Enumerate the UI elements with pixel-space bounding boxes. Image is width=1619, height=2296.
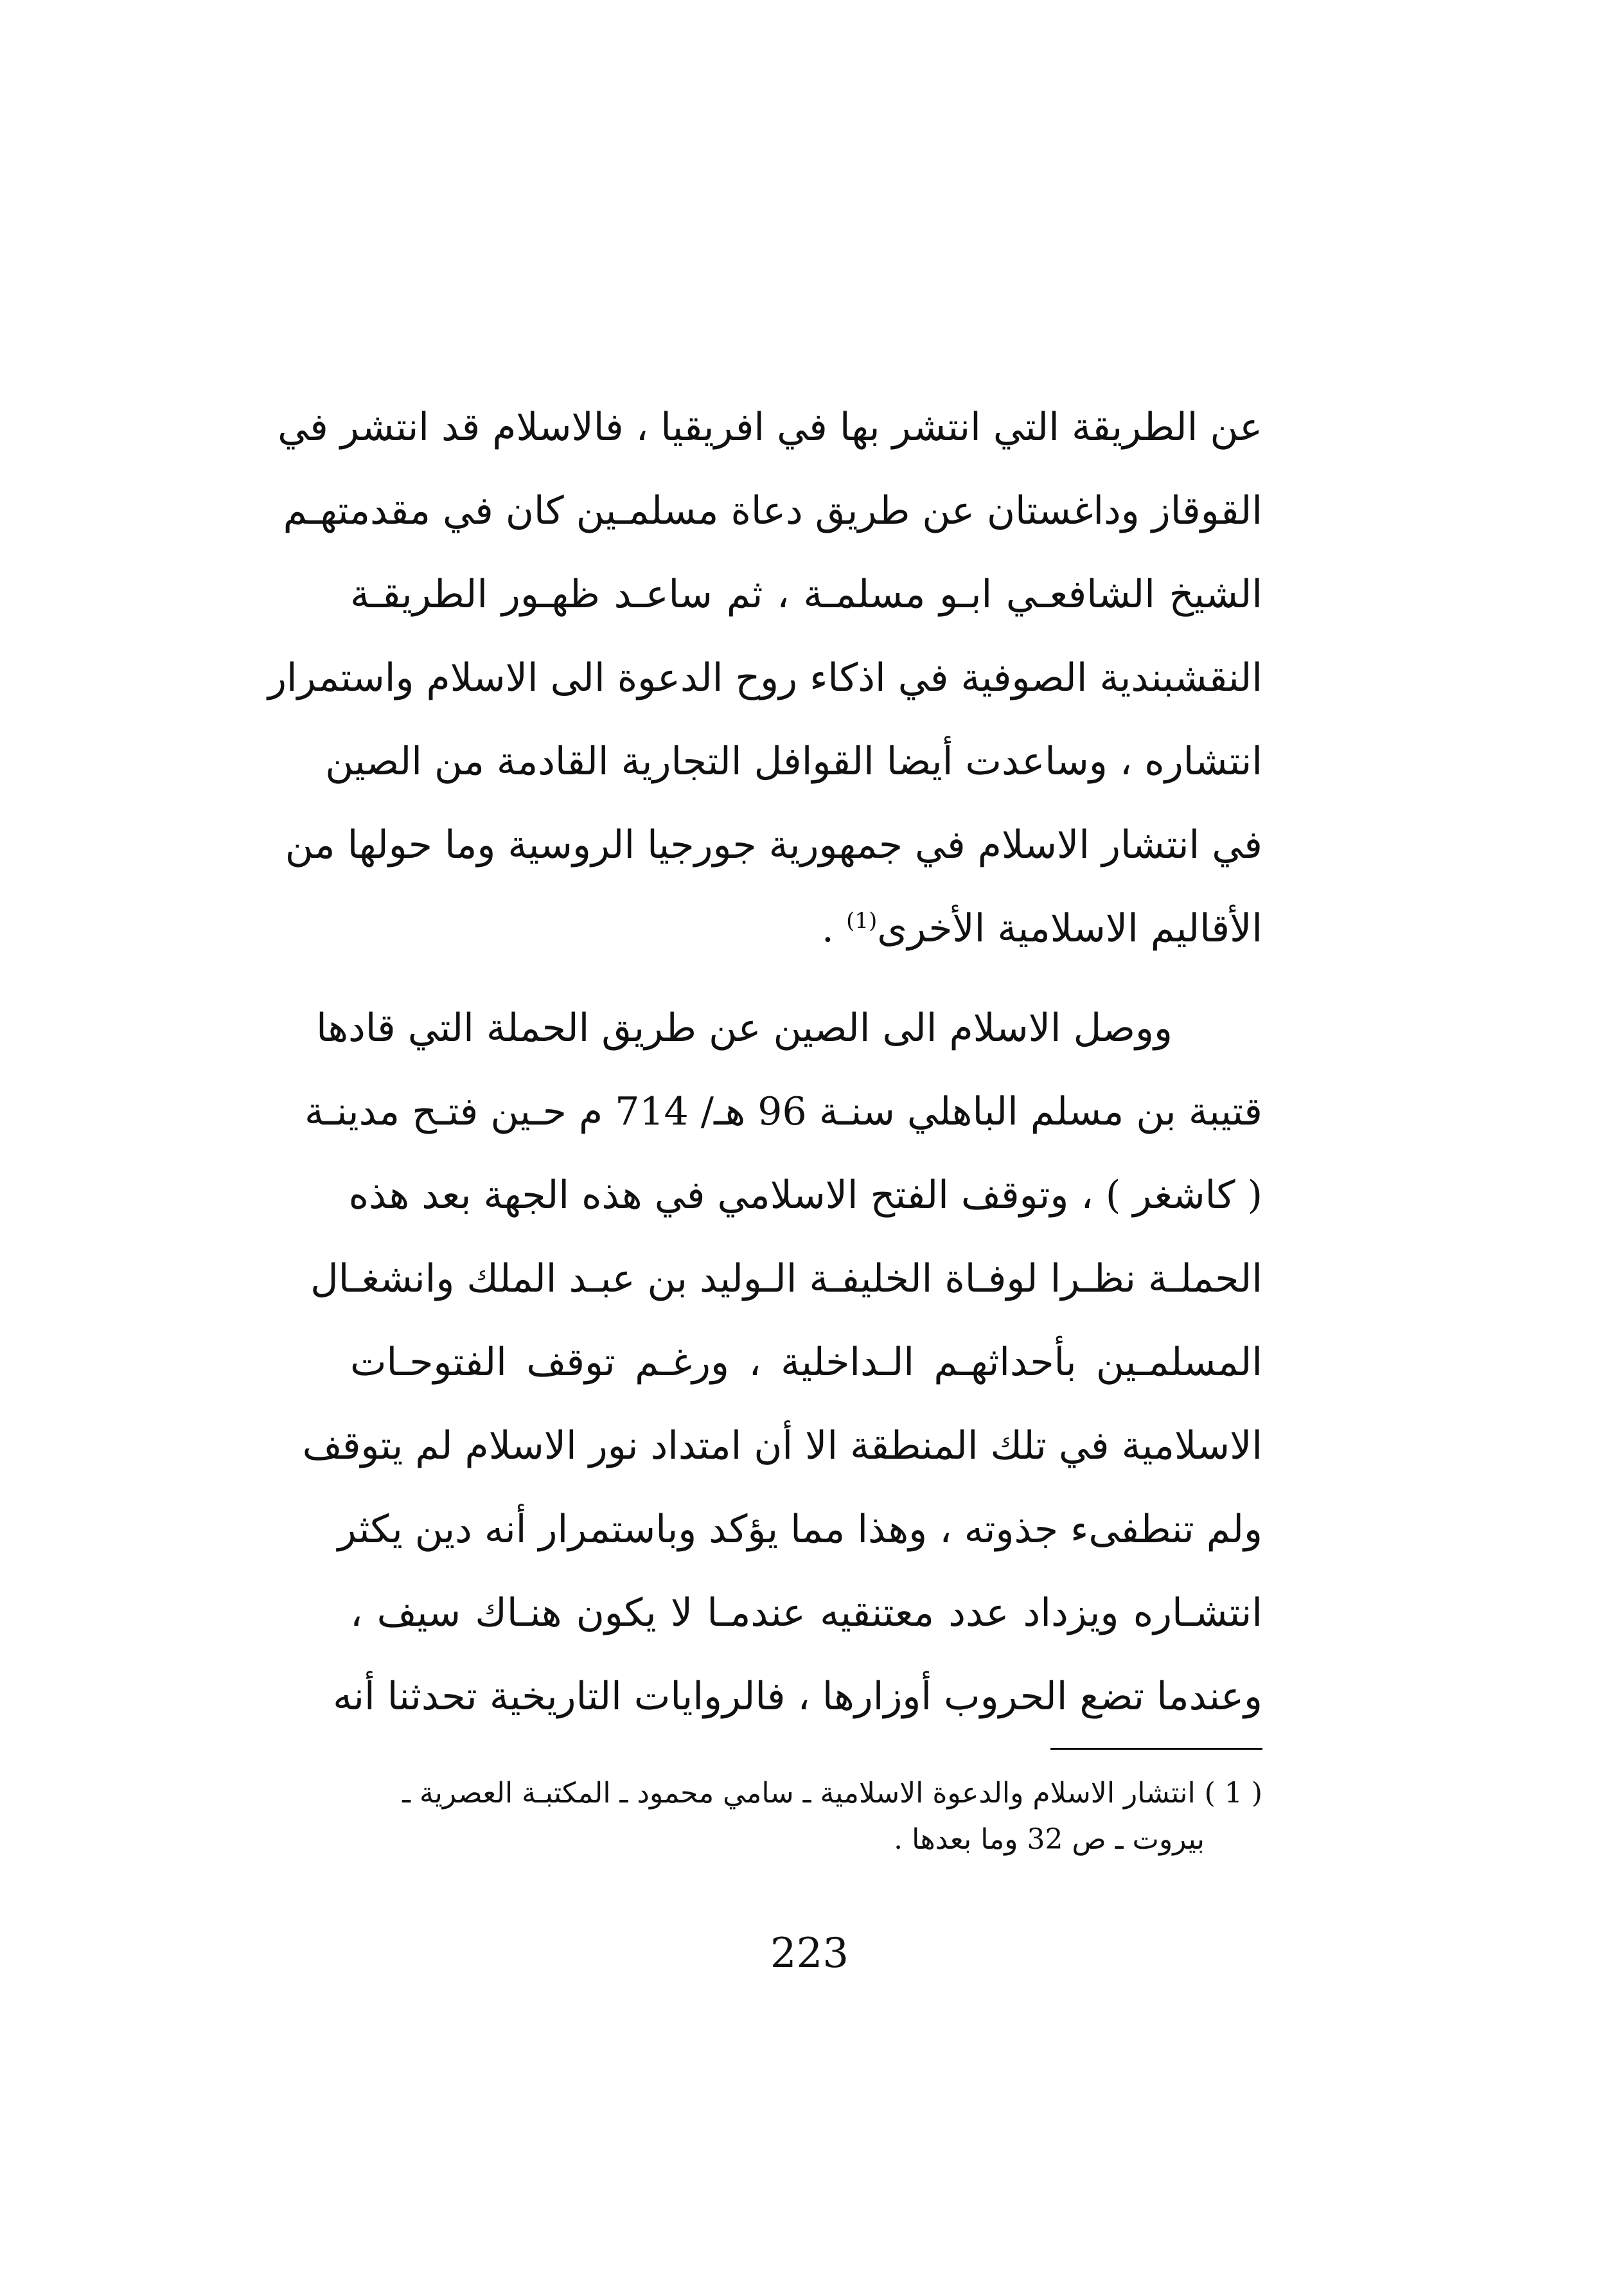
page-number: 223 <box>770 1930 849 1977</box>
paragraph-1 <box>267 386 1262 970</box>
paragraph-line: عن الطريقة التي انتشر بها في افريقيا ، فالاسلام قد انتشر في <box>278 405 1262 450</box>
paragraph-line: الحملـة نظـرا لوفـاة الخليفـة الـوليد بن عبـد الملك وانشغـال <box>310 1256 1262 1301</box>
paragraph-last-line <box>350 887 1262 970</box>
paragraph-line: المسلمـين بأحداثهـم الـداخلية ، ورغـم توقف الفتوحـات <box>350 1340 1262 1385</box>
paragraph-line: القوقاز وداغستان عن طريق دعاة مسلمـين كان في مقدمتهـم <box>283 488 1262 533</box>
paragraph-line: انتشاره ، وساعدت أيضا القوافل التجارية القادمة من الصين <box>325 739 1262 784</box>
paragraph-line: الشيخ الشافعـي ابـو مسلمـة ، ثم ساعـد ظهـور الطريقـة <box>350 572 1262 617</box>
paragraph-line: النقشبندية الصوفية في اذكاء روح الدعوة الى الاسلام واستمرار <box>267 655 1262 700</box>
paragraph-line: الاسلامية في تلك المنطقة الا أن امتداد نور الاسلام لم يتوقف <box>302 1423 1262 1468</box>
footnote-divider <box>1050 1748 1262 1750</box>
paragraph-line: ( كاشغر ) ، وتوقف الفتح الاسلامي في هذه الجهة بعد هذه <box>348 1173 1262 1218</box>
footnote-line: بيروت ـ ص 32 وما بعدها . <box>894 1823 1205 1856</box>
paragraph-line-text: الأقاليم الاسلامية الأخرى <box>877 906 1262 951</box>
footnote <box>350 1770 1262 1863</box>
paragraph-line: ولم تنطفىء جذوته ، وهذا مما يؤكد وباستمرار أنه دين يكثر <box>337 1507 1262 1552</box>
paragraph-line: في انتشار الاسلام في جمهورية جورجيا الروسية وما حولها من <box>285 823 1262 868</box>
footnote-line: ( 1 ) انتشار الاسلام والدعوة الاسلامية ـ سامي محمود ـ المكتبـة العصرية ـ <box>402 1777 1262 1810</box>
paragraph-2 <box>302 986 1262 1738</box>
footnote-reference[interactable]: (1) <box>846 908 878 934</box>
sentence-end-mark: . <box>821 906 847 951</box>
paragraph-line: وعندما تضع الحروب أوزارها ، فالروايات التاريخية تحدثنا أنه <box>333 1674 1262 1719</box>
paragraph-first-line: ووصل الاسلام الى الصين عن طريق الحملة التي قادها <box>316 1006 1172 1051</box>
paragraph-line: قتيبة بن مسلم الباهلي سنـة 96 هـ/ 714 م حـين فتـح مدينـة <box>305 1089 1262 1134</box>
paragraph-line: انتشـاره ويزداد عدد معتنقيه عندمـا لا يكون هنـاك سيف ، <box>350 1590 1262 1635</box>
